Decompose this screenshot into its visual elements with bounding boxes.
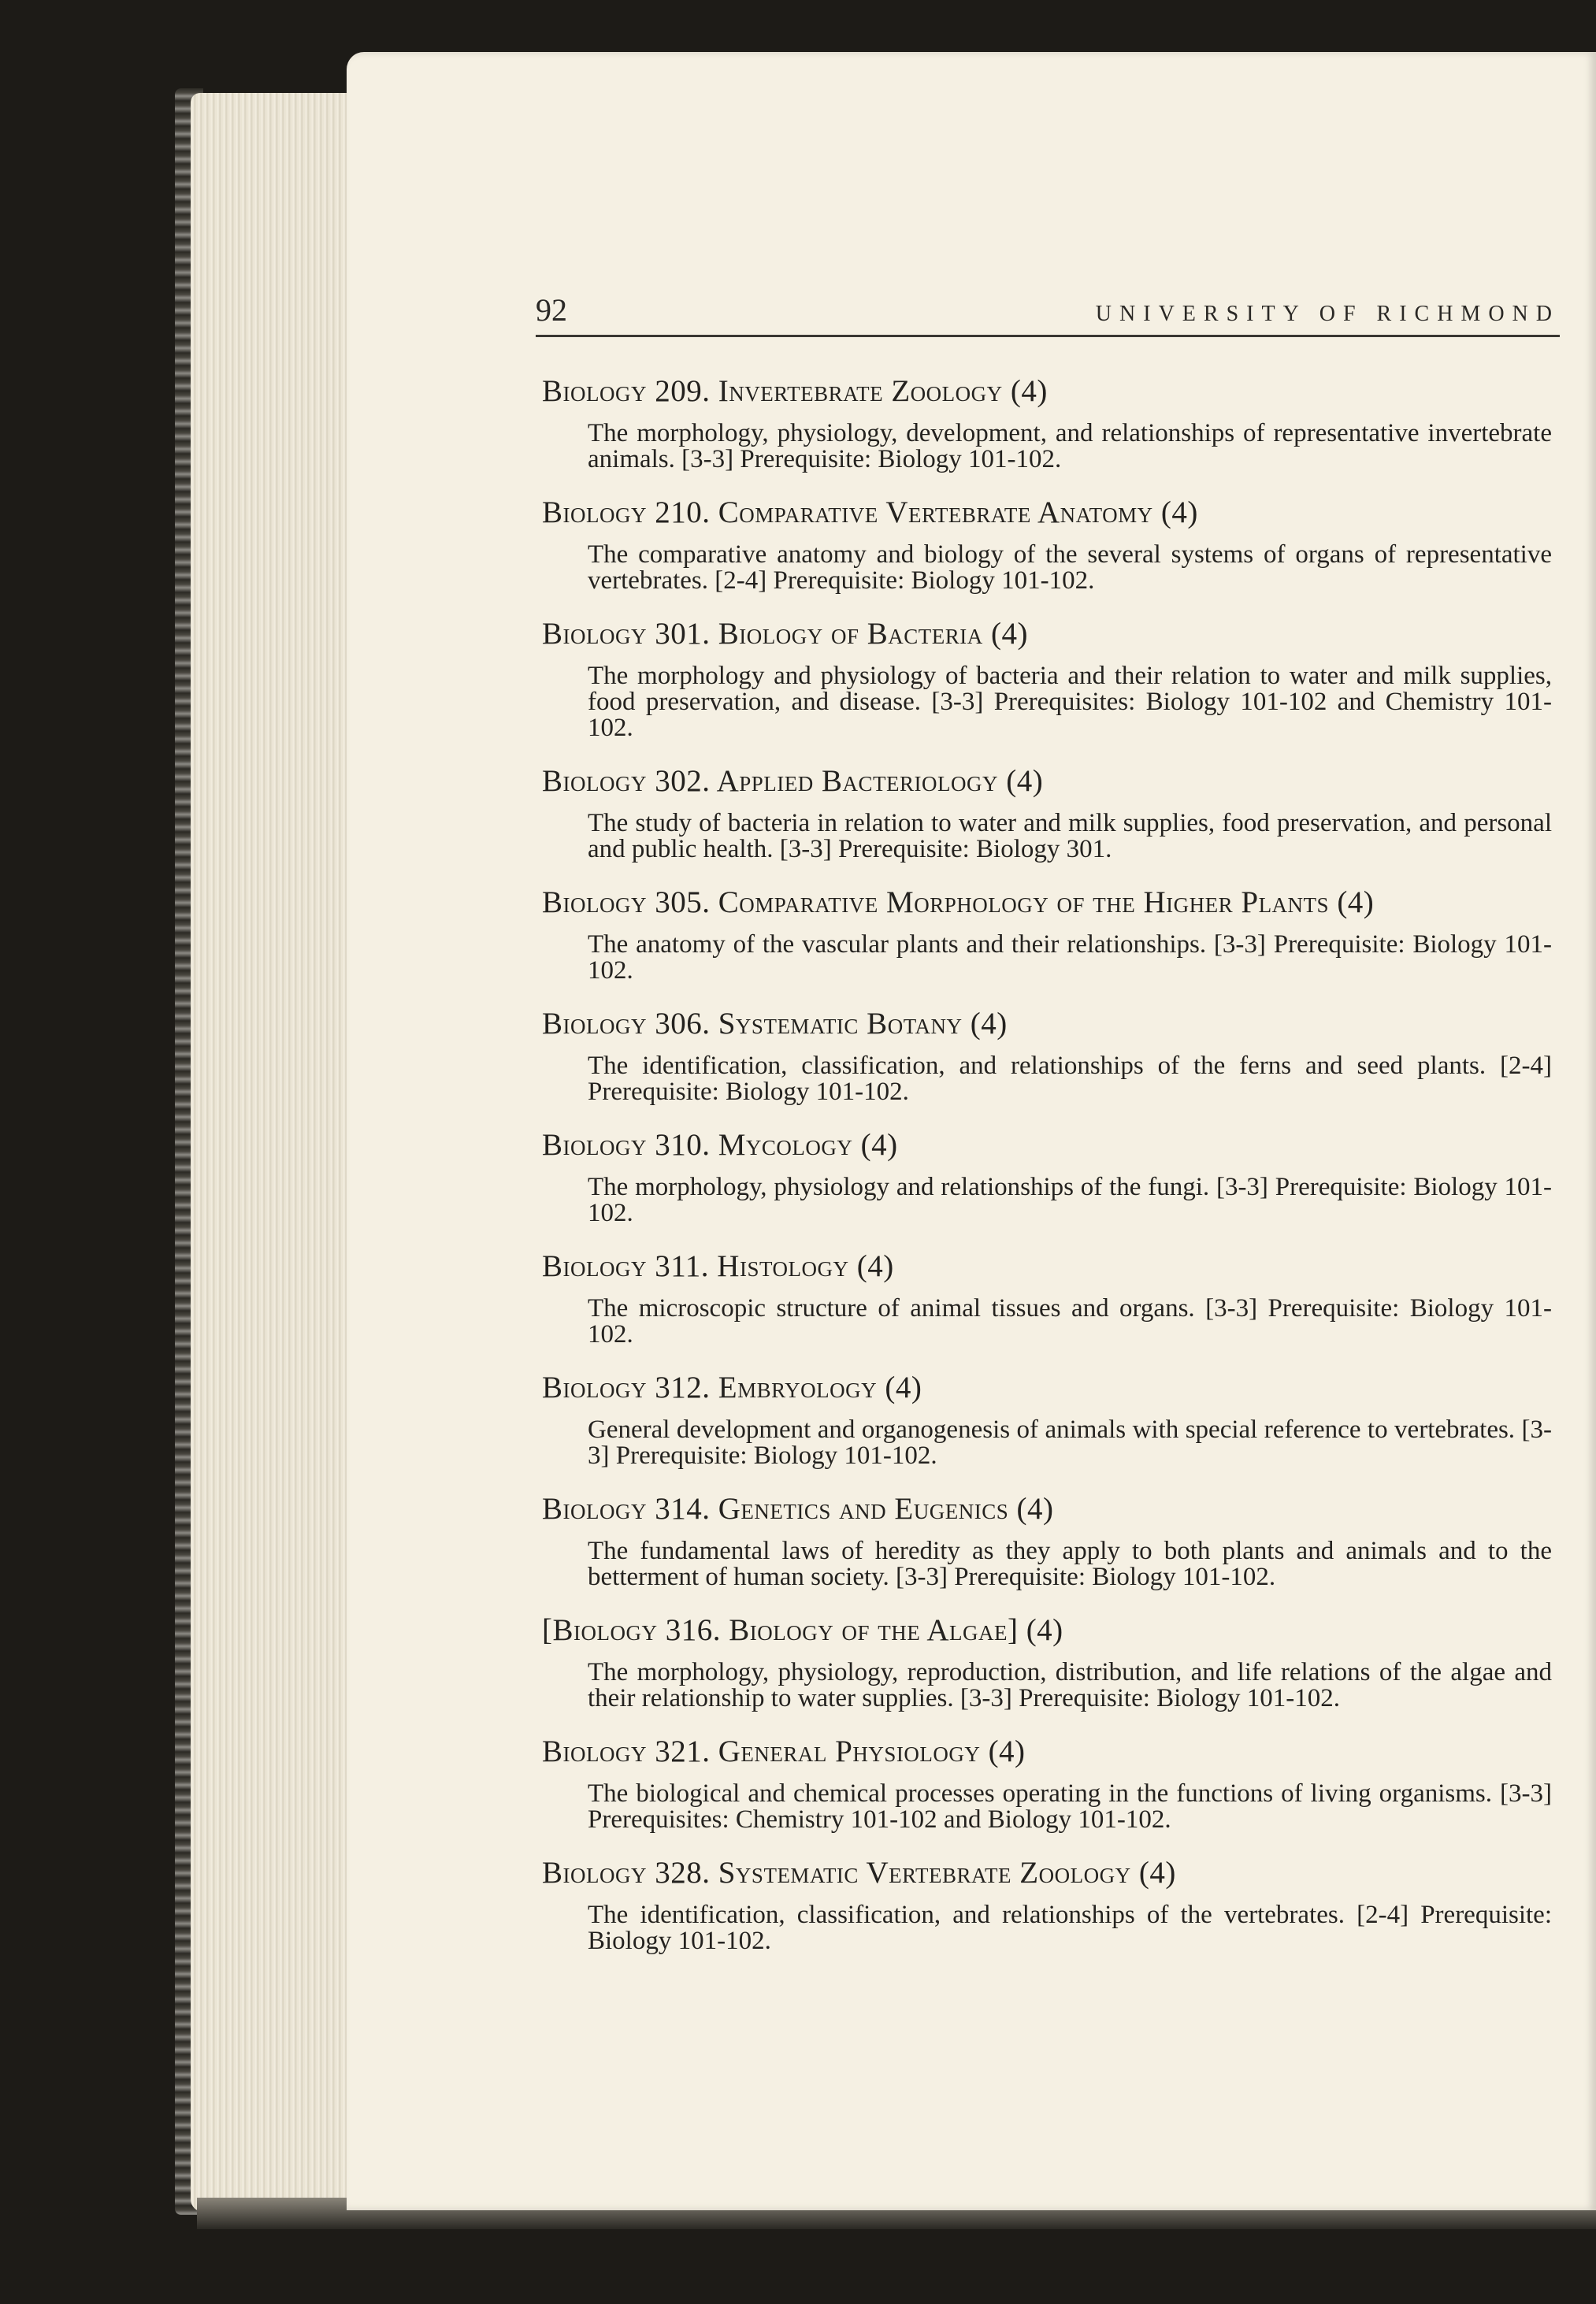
- course-entry: [542, 1006, 1552, 1105]
- course-title: Biology 210. Comparative Vertebrate Anatomy (4): [542, 495, 1198, 529]
- course-description: The morphology and physiology of bacteria and their relation to water and milk supplies, food preservation, and disease. [3-3] Prerequisites: Biology 101-102 and Chemistry 101-102.: [588, 662, 1552, 742]
- course-description: The identification, classification, and relationships of the vertebrates. [2-4] Prerequisite: Biology 101-102.: [588, 1901, 1552, 1955]
- course-title: Biology 209. Invertebrate Zoology (4): [542, 374, 1048, 408]
- course-title: Biology 328. Systematic Vertebrate Zoology (4): [542, 1856, 1176, 1890]
- course-description: The identification, classification, and relationships of the ferns and seed plants. [2-4] Prerequisite: Biology 101-102.: [588, 1052, 1552, 1106]
- course-description: The comparative anatomy and biology of the several systems of organs of representative vertebrates. [2-4] Prerequisite: Biology 101-102.: [588, 540, 1552, 595]
- page-number: 92: [536, 292, 567, 328]
- course-title: Biology 312. Embryology (4): [542, 1371, 922, 1404]
- course-entry: [542, 885, 1552, 984]
- course-description: The study of bacteria in relation to water and milk supplies, food preservation, and personal and public health. [3-3] Prerequisite: Biology 301.: [588, 809, 1552, 863]
- course-title: [Biology 316. Biology of the Algae] (4): [542, 1613, 1063, 1647]
- course-title: Biology 302. Applied Bacteriology (4): [542, 764, 1044, 798]
- course-entry: [542, 616, 1552, 741]
- course-entry: [542, 1612, 1552, 1712]
- course-description: The morphology, physiology, reproduction, distribution, and life relations of the algae and their relationship to water supplies. [3-3] Prerequisite: Biology 101-102.: [588, 1658, 1552, 1712]
- course-description: The biological and chemical processes operating in the functions of living organisms. [3-3] Prerequisites: Chemistry 101-102 and Biology 101-102.: [588, 1779, 1552, 1834]
- course-title: Biology 314. Genetics and Eugenics (4): [542, 1492, 1054, 1526]
- page-stack-edges: [191, 93, 372, 2212]
- course-description: The anatomy of the vascular plants and their relationships. [3-3] Prerequisite: Biology 101-102.: [588, 930, 1552, 985]
- course-entry: [542, 1127, 1552, 1226]
- course-description: The morphology, physiology, development, and relationships of representative invertebrate animals. [3-3] Prerequisite: Biology 101-102.: [588, 419, 1552, 473]
- running-title: UNIVERSITY OF RICHMOND: [1095, 302, 1560, 326]
- course-list: [542, 373, 1552, 1954]
- course-description: General development and organogenesis of animals with special reference to vertebrates. [3-3] Prerequisite: Biology 101-102.: [588, 1415, 1552, 1470]
- course-entry: [542, 1491, 1552, 1590]
- course-entry: [542, 1855, 1552, 1954]
- course-entry: [542, 1370, 1552, 1469]
- course-title: Biology 311. Histology (4): [542, 1249, 894, 1283]
- course-entry: [542, 373, 1552, 473]
- course-title: Biology 301. Biology of Bacteria (4): [542, 617, 1028, 651]
- course-entry: [542, 1248, 1552, 1348]
- course-entry: [542, 495, 1552, 594]
- course-description: The microscopic structure of animal tissues and organs. [3-3] Prerequisite: Biology 101-102.: [588, 1294, 1552, 1349]
- course-description: The fundamental laws of heredity as they apply to both plants and animals and to the betterment of human society. [3-3] Prerequisite: Biology 101-102.: [588, 1537, 1552, 1591]
- course-title: Biology 306. Systematic Botany (4): [542, 1007, 1008, 1041]
- running-head: [536, 288, 1560, 337]
- course-title: Biology 305. Comparative Morphology of the Higher Plants (4): [542, 885, 1375, 919]
- course-entry: [542, 763, 1552, 863]
- course-title: Biology 310. Mycology (4): [542, 1128, 898, 1162]
- course-description: The morphology, physiology and relationships of the fungi. [3-3] Prerequisite: Biology 101-102.: [588, 1173, 1552, 1227]
- course-entry: [542, 1734, 1552, 1833]
- course-title: Biology 321. General Physiology (4): [542, 1734, 1026, 1768]
